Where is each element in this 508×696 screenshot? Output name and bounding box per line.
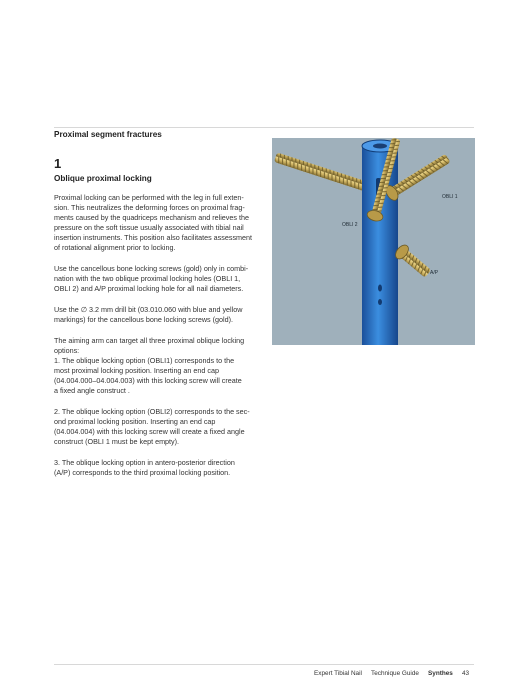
paragraph: Use the ∅ 3.2 mm drill bit (03.010.060 with blue and yellow markings) for the cancellous bone locking screws (gold). bbox=[54, 305, 243, 324]
paragraph: Proximal locking can be performed with the leg in full exten- sion. This neutralizes the deforming forces on proximal frag- ments caused by the quadriceps mechanism and relieves the pressure on the soft tissue usually associated with tibial nail insertion instruments. This position also facilitates assessment of rotational alignment prior to locking. bbox=[54, 193, 253, 252]
nail-screws-illustration bbox=[272, 138, 475, 345]
body-text bbox=[54, 193, 269, 489]
nail-shaft bbox=[362, 144, 398, 345]
page-number: 43 bbox=[462, 670, 470, 677]
label-obli2: OBLI 2 bbox=[342, 222, 358, 228]
paragraph: 3. The oblique locking option in antero-posterior direction (A/P) corresponds to the third proximal locking position. bbox=[54, 458, 235, 477]
section-title: Proximal segment fractures bbox=[54, 130, 162, 139]
footer-guide: Technique Guide bbox=[371, 670, 419, 677]
step-title: Oblique proximal locking bbox=[54, 174, 152, 183]
paragraph: Use the cancellous bone locking screws (gold) only in combi- nation with the two oblique proximal locking holes (OBLI 1, OBLI 2) and A/P proximal locking hole for all nail diameters. bbox=[54, 264, 249, 293]
step-number: 1 bbox=[54, 156, 62, 171]
screw-ap bbox=[393, 243, 433, 280]
paragraph: The aiming arm can target all three proximal oblique locking options: 1. The oblique locking option (OBLI1) corresponds to the most proximal locking position. Inserting an end cap (04.004.000–04.004.003) with this locking screw will create a fixed angle construct . bbox=[54, 336, 245, 395]
footer-product: Expert Tibial Nail bbox=[314, 670, 362, 677]
screw-behind bbox=[274, 152, 370, 192]
label-obli1: OBLI 1 bbox=[442, 194, 458, 200]
paragraph: 2. The oblique locking option (OBLI2) corresponds to the sec- ond proximal locking position. Inserting an end cap (04.004.004) with this locking screw will create a fixed angle construct (OBLI 1 must be kept empty). bbox=[54, 407, 250, 446]
header-divider bbox=[54, 127, 474, 128]
footer-divider bbox=[54, 664, 474, 665]
illustration-svg bbox=[272, 138, 475, 345]
label-ap: A/P bbox=[430, 270, 439, 276]
footer-brand: Synthes bbox=[428, 670, 453, 677]
